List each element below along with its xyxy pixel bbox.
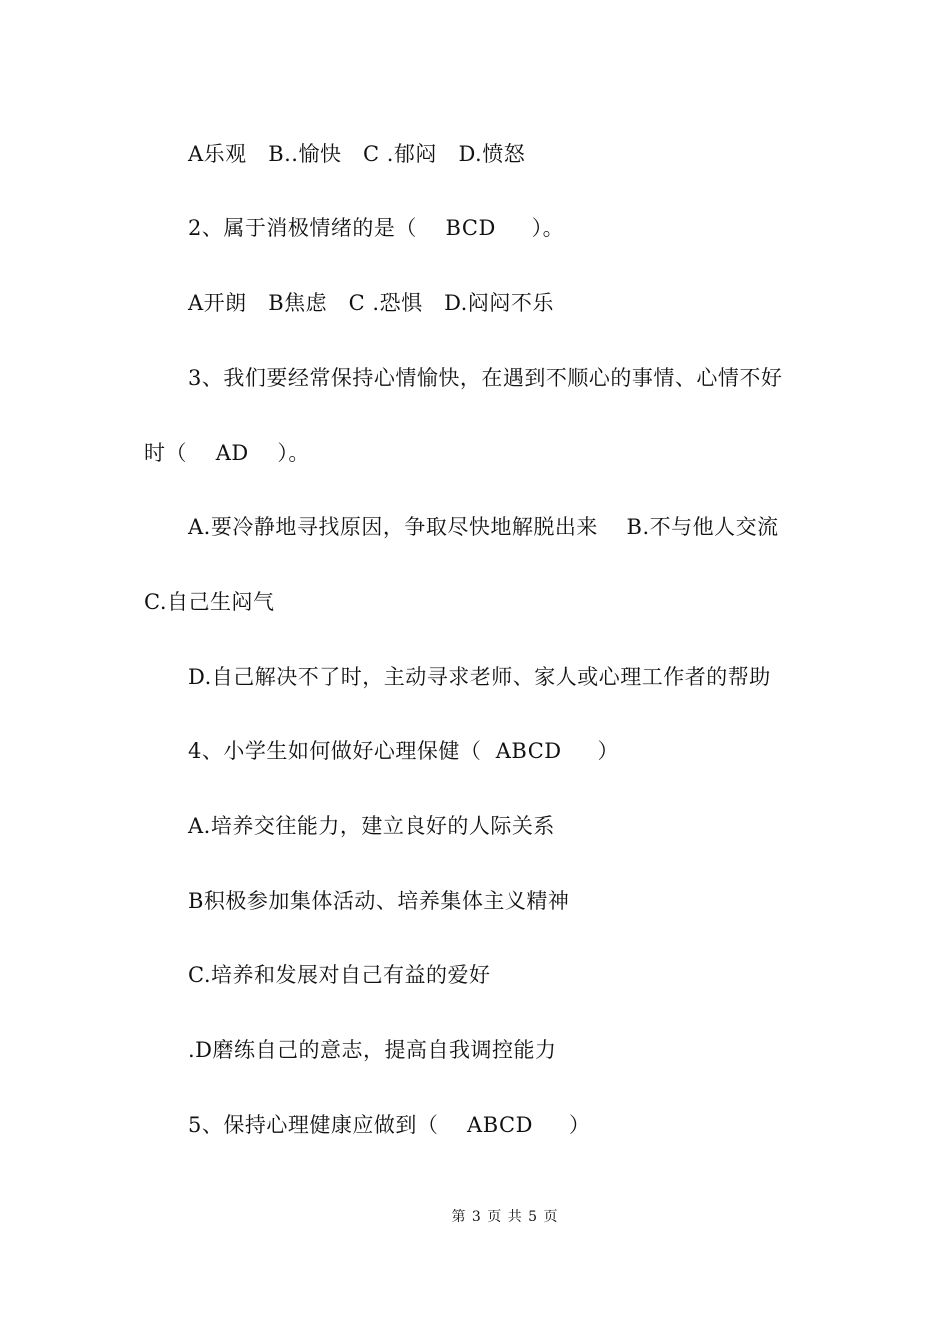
q2-question: 2、属于消极情绪的是（ BCD ）。 bbox=[188, 216, 565, 240]
q3-option-d: D.自己解决不了时，主动寻求老师、家人或心理工作者的帮助 bbox=[188, 665, 771, 689]
q3-option-c: C.自己生闷气 bbox=[144, 590, 275, 614]
q4-option-c: C.培养和发展对自己有益的爱好 bbox=[188, 963, 491, 987]
q4-option-b: B积极参加集体活动、培养集体主义精神 bbox=[188, 889, 570, 913]
q3-options-ab: A.要冷静地寻找原因，争取尽快地解脱出来 B.不与他人交流 bbox=[188, 515, 779, 539]
q3-question: 3、我们要经常保持心情愉快，在遇到不顺心的事情、心情不好 bbox=[188, 366, 783, 390]
q5-question: 5、保持心理健康应做到（ ABCD ） bbox=[188, 1113, 591, 1137]
q2-options: A开朗 B焦虑 C .恐惧 D.闷闷不乐 bbox=[188, 291, 554, 315]
q4-option-a: A.培养交往能力，建立良好的人际关系 bbox=[188, 814, 555, 838]
page-number-footer: 第 3 页 共 5 页 bbox=[451, 1209, 559, 1225]
q3-question-continued: 时（ AD ）。 bbox=[144, 441, 310, 465]
q1-options: A乐观 B..愉快 C .郁闷 D.愤怒 bbox=[188, 142, 526, 166]
q4-question: 4、小学生如何做好心理保健（ ABCD ） bbox=[188, 739, 619, 763]
q4-option-d: .D磨练自己的意志，提高自我调控能力 bbox=[188, 1038, 557, 1062]
